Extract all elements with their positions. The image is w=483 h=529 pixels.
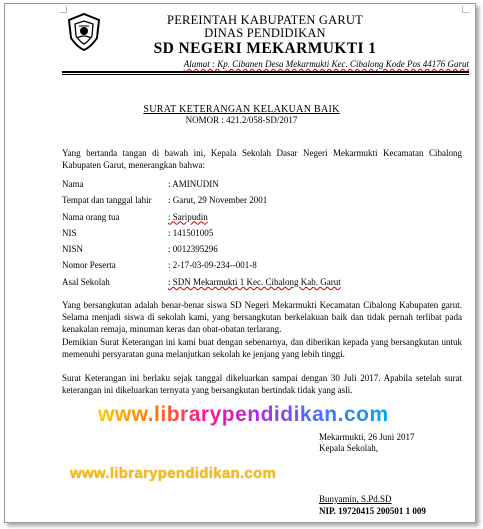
detail-value: : 141501005 <box>168 227 214 238</box>
school-address: Alamat : Kp. Cibanen Desa Mekarmukti Kec. Cibalong Kode Pos 44176 Garut <box>183 59 469 69</box>
signatory-nip: NIP. 19720415 200501 1 009 <box>319 506 426 516</box>
detail-row <box>62 195 462 211</box>
conduct-paragraph: Yang bersangkutan adalah benar-benar siswa SD Negeri Mekarmukti Kecamatan Cibalong Kabupaten garut. Selama menjadi siswa di sekolah kami, yang bersangkutan berkelakuan baik dan tidak pernah terlibat pada kenakalan remaja, minuman keras dan obat-obatan terlarang. <box>62 300 462 334</box>
signatory-name: Bunyamin, S.Pd.SD <box>319 494 392 504</box>
letterhead-divider <box>62 71 469 73</box>
detail-value: : Garut, 29 November 2001 <box>168 195 268 206</box>
detail-value: : 0012395296 <box>168 244 218 255</box>
detail-row <box>62 277 462 293</box>
detail-label: Tempat dan tanggal lahir <box>62 195 152 206</box>
detail-value: : AMINUDIN <box>168 179 219 189</box>
letterhead-divider <box>62 74 469 75</box>
detail-row <box>62 212 462 228</box>
detail-label: Asal Sekolah <box>62 276 110 287</box>
kabupaten-crest-icon <box>64 12 104 52</box>
margin-corner-mark <box>462 6 469 13</box>
detail-label: Nama <box>62 179 84 189</box>
school-name: SD NEGERI MEKARMUKTI 1 <box>153 40 377 57</box>
watermark-primary: www.librarypendidikan.com <box>98 403 389 426</box>
letter-number: NOMOR : 421.2/058-SD/2017 <box>185 115 298 125</box>
detail-value: : Saripudin <box>168 211 208 222</box>
detail-label: NISN <box>62 244 84 255</box>
detail-label: NIS <box>62 227 77 238</box>
detail-value: : SDN Mekarmukti 1 Kec. Cibalong Kab. Garut <box>168 276 341 287</box>
detail-label: Nomor Peserta <box>62 260 116 271</box>
validity-paragraph: Surat Keterangan ini berlaku sejak tanggal dikeluarkan sampai dengan 30 Juli 2017. Apabila setelah surat keterangan ini dikeluarkan ternyata yang bersangkutan bertindak tidak yang asli. <box>62 373 462 395</box>
detail-value: : 2-17-03-09-234--001-8 <box>168 260 257 271</box>
detail-row <box>62 228 462 244</box>
student-details <box>62 179 462 293</box>
signature-position: Kepala Sekolah, <box>319 443 378 453</box>
letter-title: SURAT KETERANGAN KELAKUAN BAIK <box>143 104 340 115</box>
purpose-paragraph: Demikian Surat Keterangan ini kami buat dengan sebenarnya, dan diberikan kepada yang bersangkutan untuk memenuhi persyaratan guna melanjutkan sekolah ke jenjang yang lebih tinggi. <box>62 337 462 359</box>
department-name: DINAS PENDIDIKAN <box>204 26 326 40</box>
intro-paragraph: Yang bertanda tangan di bawah ini, Kepala Sekolah Dasar Negeri Mekarmukti Kecamatan Cibalong Kabupaten Garut, menerangkan bahwa: <box>62 148 462 170</box>
signature-place-date: Mekarmukti, 26 Juni 2017 <box>319 432 415 442</box>
government-name: PEREINTAH KABUPATEN GARUT <box>167 13 363 27</box>
watermark-secondary: www.librarypendidikan.com <box>70 465 277 482</box>
detail-label: Nama orang tua <box>62 211 120 222</box>
detail-row <box>62 179 462 195</box>
detail-row <box>62 260 462 276</box>
detail-row <box>62 244 462 260</box>
